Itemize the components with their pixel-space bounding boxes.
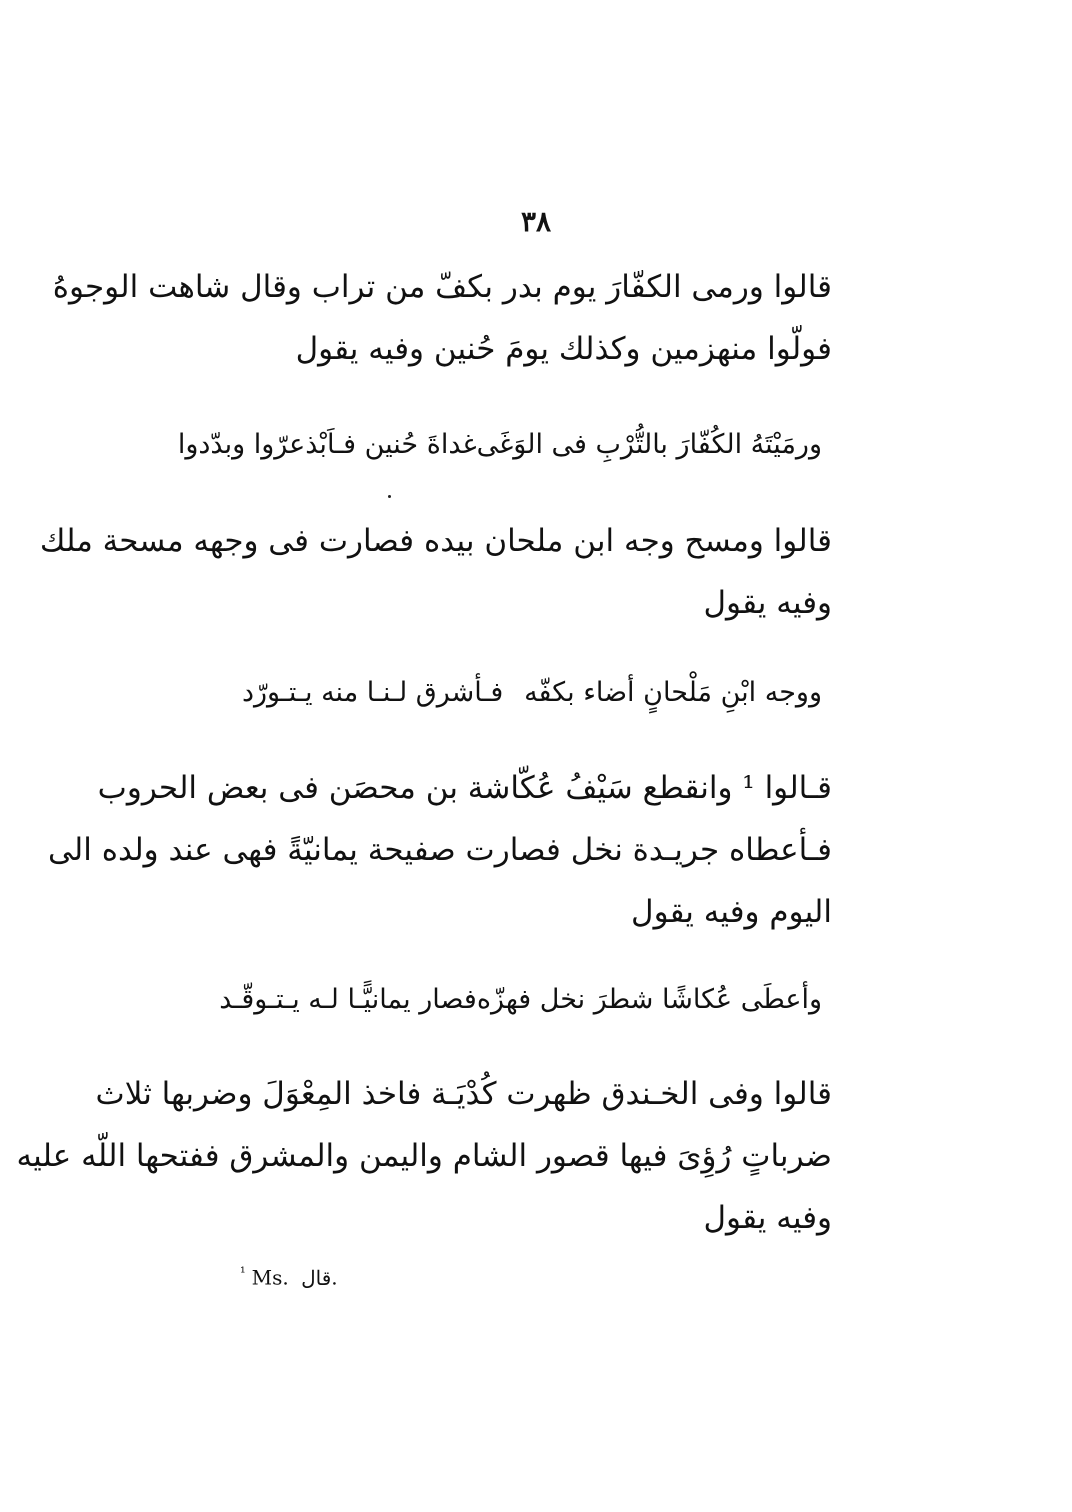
prose-line: قالوا ومسح وجه ابن ملحان بيده فصارت فى وجهه مسحة ملك — [39, 523, 832, 559]
prose-line: وفيه يقول — [703, 1200, 832, 1236]
verse-hemistich-right: وأعطَى عُكاشًا شطرَ نخل فهزّه — [476, 984, 822, 1015]
prose-line: فـأعطاه جريـدة نخل فصارت صفيحة يمانيّةً فهى عند ولده الى — [47, 832, 832, 868]
verse-line — [177, 425, 822, 465]
footnote-arabic: قال — [301, 1265, 332, 1290]
footnote-end: . — [331, 1265, 338, 1290]
verse-hemistich-left: غداةَ حُنين فـاَبْذعرّوا وبدّدوا — [177, 429, 477, 460]
verse-hemistich-right: ورمَيْتَهُ الكُفّارَ بالتُّرْبِ فى الوَغَى — [476, 429, 822, 460]
prose-paragraph — [16, 1063, 832, 1249]
prose-paragraph — [52, 256, 832, 380]
prose-line: اليوم وفيه يقول — [631, 894, 832, 930]
prose-line: قالوا ورمى الكفّارَ يوم بدر بكفّ من تراب وقال شاهت الوجوهُ — [52, 269, 832, 305]
footnote — [240, 1265, 338, 1290]
prose-paragraph — [47, 757, 832, 943]
verse-hemistich-left: فصار يمانيًّـا لـه يـتـوقّـد — [219, 984, 477, 1015]
prose-line: ضرباتٍ رُؤِىَ فيها قصور الشام واليمن والمشرق ففتحها اللّه عليه — [16, 1138, 832, 1174]
page-number: ٣٨ — [520, 205, 552, 238]
verse-hemistich-right: ووجه ابْنِ مَلْحانٍ أضاء بكفّه — [524, 677, 822, 708]
stray-dot — [388, 495, 391, 498]
verse-line — [242, 673, 822, 713]
verse-line — [219, 980, 822, 1020]
prose-paragraph — [39, 510, 832, 634]
prose-line: قالوا وفى الخـندق ظهرت كُدْيَـة فاخذ المِعْوَلَ وضربها ثلاث — [95, 1076, 832, 1112]
footnote-label: Ms. — [251, 1265, 289, 1290]
footnote-mark: ¹ — [240, 1265, 246, 1281]
prose-line: قـالوا ¹ وانقطع سَيْفُ عُكّاشة بن محصَن فى بعض الحروب — [97, 770, 832, 806]
prose-line: فولّوا منهزمين وكذلك يومَ حُنين وفيه يقول — [295, 331, 832, 367]
verse-hemistich-left: فـأشرق لـنـا منه يـتـورّد — [242, 677, 504, 708]
prose-line: وفيه يقول — [703, 585, 832, 621]
